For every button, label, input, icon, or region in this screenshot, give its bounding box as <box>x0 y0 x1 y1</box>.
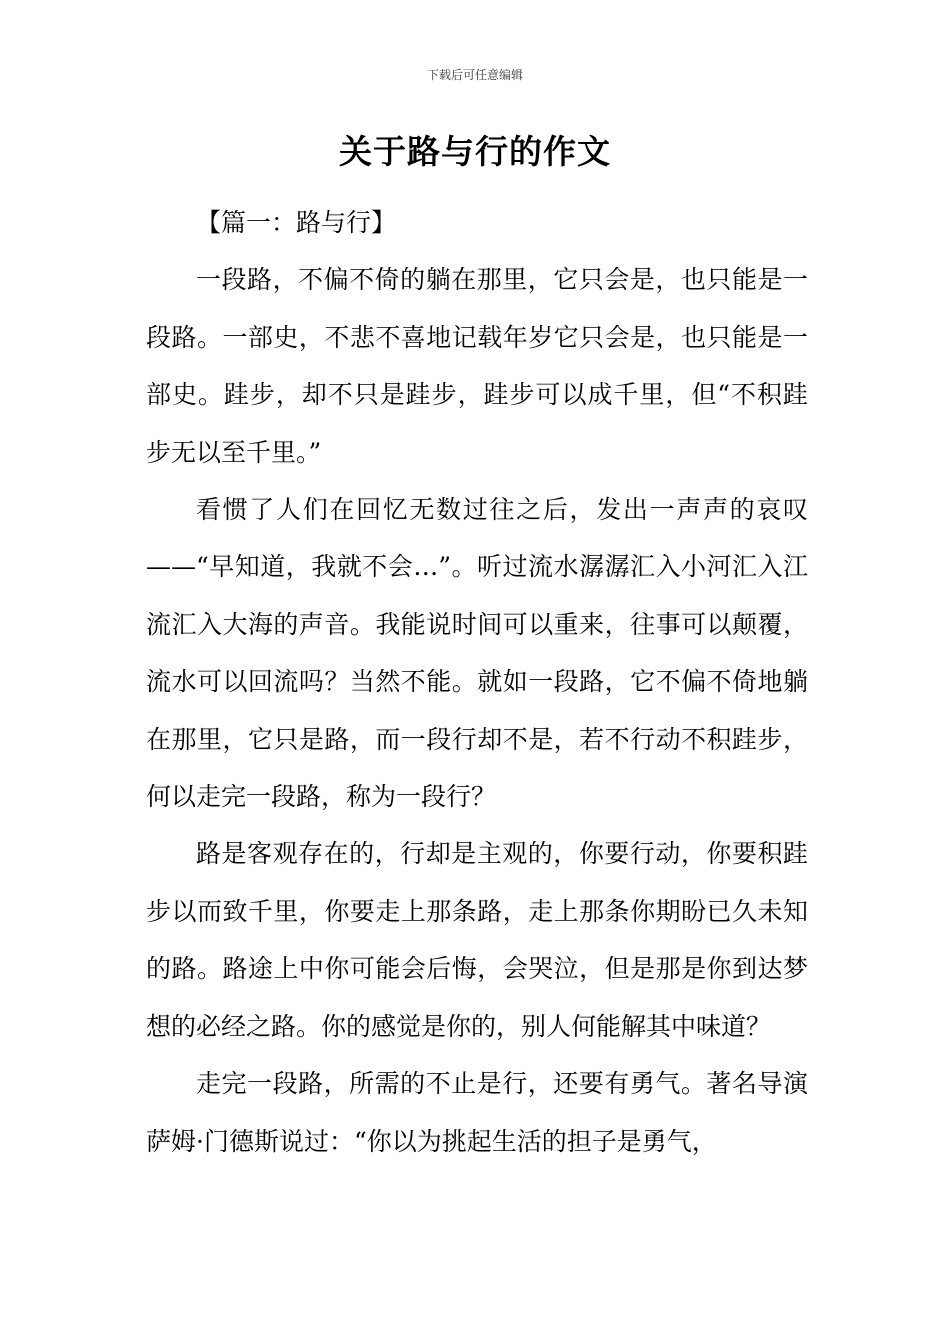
document-body <box>146 194 808 1170</box>
section-heading: 【篇一：路与行】 <box>196 208 397 237</box>
header-note: 下载后可任意编辑 <box>426 68 523 82</box>
paragraph: 走完一段路，所需的不止是行，还要有勇气。著名导演萨姆·门德斯说过：“你以为挑起生活的担子是勇气， <box>146 1069 808 1156</box>
paragraph: 一段路，不偏不倚的躺在那里，它只会是，也只能是一段路。一部史，不悲不喜地记载年岁它只会是，也只能是一部史。跬步，却不只是跬步，跬步可以成千里，但“不积跬步无以至千里。” <box>146 265 808 467</box>
document-title: 关于路与行的作文 <box>339 132 611 171</box>
paragraph: 路是客观存在的，行却是主观的，你要行动，你要积跬步以而致千里，你要走上那条路，走上那条你期盼已久未知的路。路途上中你可能会后悔，会哭泣，但是那是你到达梦想的必经之路。你的感觉是你的，别人何能解其中味道？ <box>146 839 808 1041</box>
paragraph: 看惯了人们在回忆无数过往之后，发出一声声的哀叹——“早知道，我就不会…”。听过流水潺潺汇入小河汇入江流汇入大海的声音。我能说时间可以重来，往事可以颠覆，流水可以回流吗？当然不能。就如一段路，它不偏不倚地躺在那里，它只是路，而一段行却不是，若不行动不积跬步，何以走完一段路，称为一段行？ <box>146 495 808 812</box>
